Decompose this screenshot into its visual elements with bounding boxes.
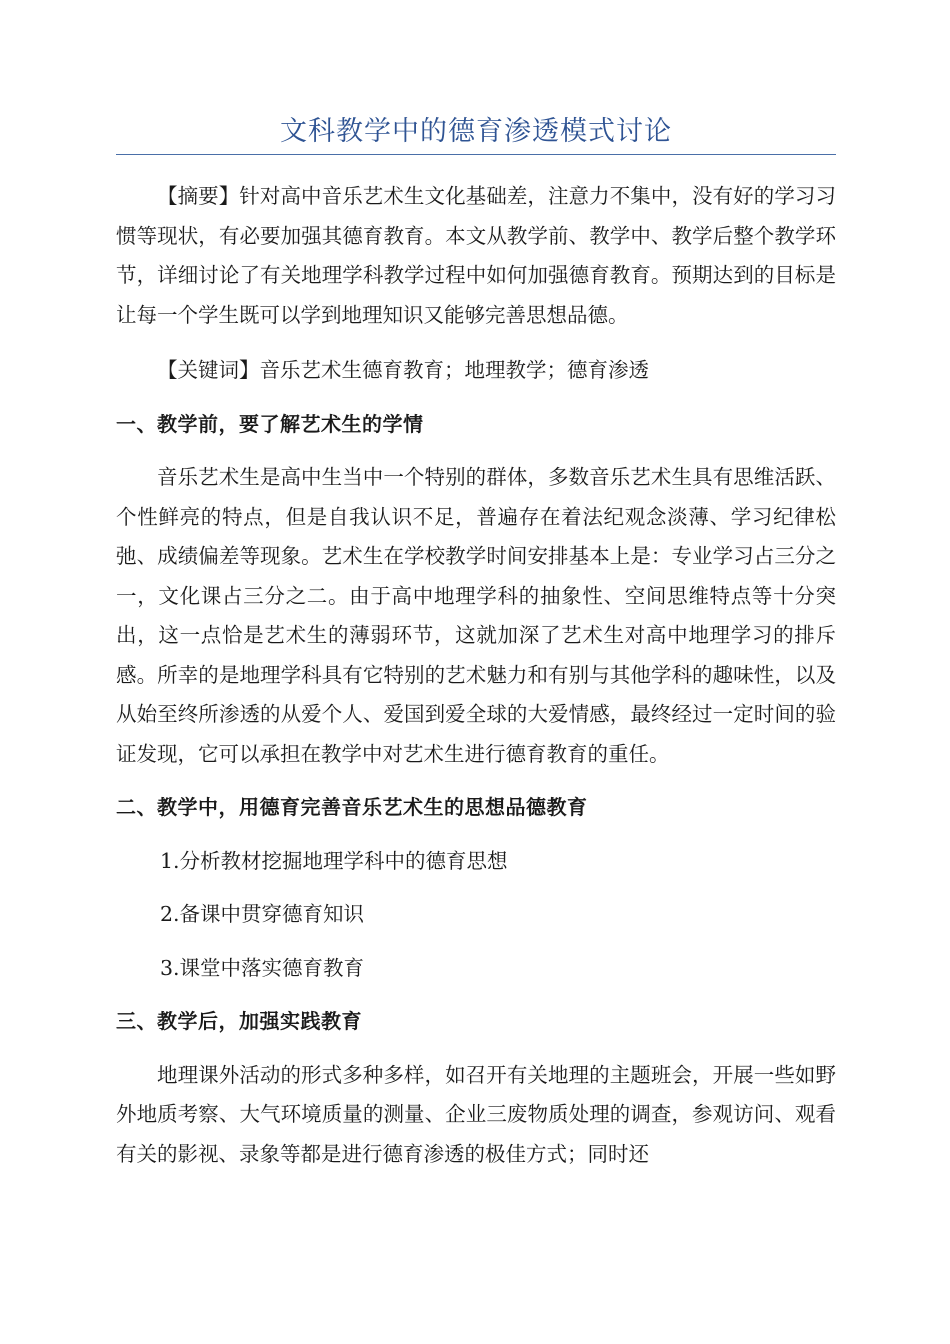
document-title: 文科教学中的德育渗透模式讨论 bbox=[280, 116, 672, 147]
list-item: 2.备课中贯穿德育知识 bbox=[160, 902, 365, 926]
section-3-paragraph: 地理课外活动的形式多种多样，如召开有关地理的主题班会，开展一些如野外地质考察、大气环境质量的测量、企业三废物质处理的调查，参观访问、观看有关的影视、录象等都是进行德育渗透的极佳方式；同时还 bbox=[116, 1062, 836, 1166]
title-underline bbox=[116, 154, 836, 155]
keywords-paragraph: 【关键词】音乐艺术生德育教育；地理教学；德育渗透 bbox=[157, 358, 649, 382]
document-page bbox=[116, 0, 836, 1174]
section-2-heading: 二、教学中，用德育完善音乐艺术生的思想品德教育 bbox=[116, 795, 588, 819]
section-2-list bbox=[116, 842, 836, 989]
section-1-heading: 一、教学前，要了解艺术生的学情 bbox=[116, 411, 424, 436]
list-item: 3.课堂中落实德育教育 bbox=[160, 955, 365, 980]
section-1-paragraph: 音乐艺术生是高中生当中一个特别的群体，多数音乐艺术生具有思维活跃、个性鲜亮的特点，但是自我认识不足，普遍存在着法纪观念淡薄、学习纪律松弛、成绩偏差等现象。艺术生在学校教学时间安排基本上是：专业学习占三分之一，文化课占三分之二。由于高中地理学科的抽象性、空间思维特点等十分突出，这一点恰是艺术生的薄弱环节，这就加深了艺术生对高中地理学习的排斥感。所幸的是地理学科具有它特别的艺术魅力和有别与其他学科的趣味性，以及从始至终所渗透的从爱个人、爱国到爱全球的大爱情感，最终经过一定时间的验证发现，它可以承担在教学中对艺术生进行德育教育的重任。 bbox=[116, 465, 836, 766]
list-item: 1.分析教材挖掘地理学科中的德育思想 bbox=[160, 848, 508, 873]
section-3-heading: 三、教学后，加强实践教育 bbox=[116, 1009, 362, 1033]
abstract-paragraph: 【摘要】针对高中音乐艺术生文化基础差，注意力不集中，没有好的学习习惯等现状，有必要加强其德育教育。本文从教学前、教学中、教学后整个教学环节，详细讨论了有关地理学科教学过程中如何加强德育教育。预期达到的目标是让每一个学生既可以学到地理知识又能够完善思想品德。 bbox=[116, 184, 836, 327]
